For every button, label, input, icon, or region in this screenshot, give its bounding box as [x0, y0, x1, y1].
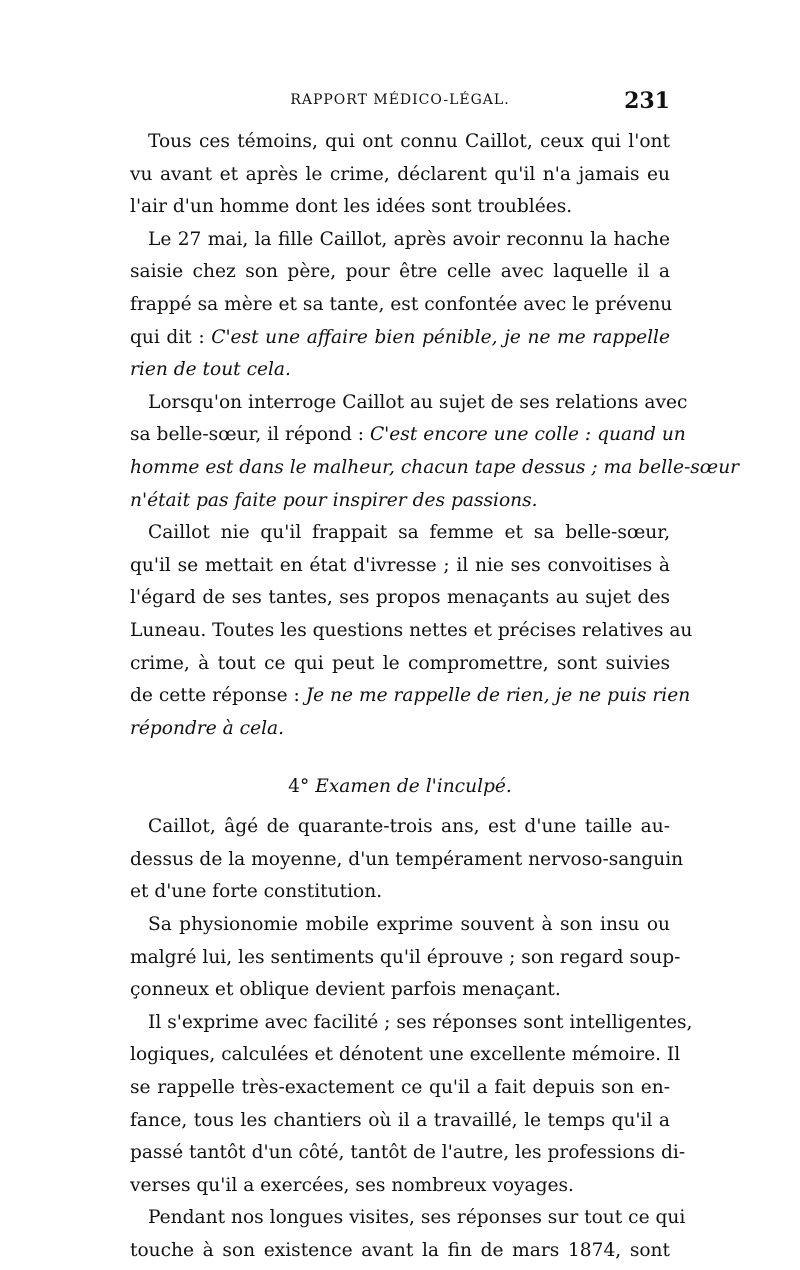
text-line: vu avant et après le crime, déclarent qu'il n'a jamais eu — [130, 163, 670, 185]
paragraph — [130, 811, 684, 909]
text-line — [130, 452, 740, 485]
text-line: Lorsqu'on interroge Caillot au sujet de ses relations avec — [148, 391, 688, 413]
section-heading — [130, 767, 670, 807]
text-line: et d'une forte constitution. — [130, 881, 383, 903]
text-line — [130, 680, 691, 713]
text-line: frappé sa mère et sa tante, est confontée avec le prévenu — [130, 293, 673, 315]
quotation: Je ne me rappelle de rien, je ne puis rien — [305, 685, 691, 707]
text-line: çonneux et oblique devient parfois menaçant. — [130, 979, 561, 1001]
text-line: malgré lui, les sentiments qu'il éprouve ; son regard soup- — [130, 946, 681, 968]
paragraph — [130, 126, 670, 224]
quotation: homme est dans le malheur, chacun tape dessus ; ma belle-sœur — [130, 456, 740, 478]
text-line: Caillot, âgé de quarante-trois ans, est d'une taille au- — [148, 816, 670, 838]
paragraph — [130, 1202, 686, 1267]
text-line: fance, tous les chantiers où il a travaillé, le temps qu'il a — [130, 1109, 670, 1131]
text-line: Le 27 mai, la fille Caillot, après avoir reconnu la hache — [148, 228, 670, 250]
text-line — [130, 322, 670, 355]
text-line: Il s'exprime avec facilité ; ses réponses sont intelligentes, — [148, 1011, 693, 1033]
text-line: logiques, calculées et dénotent une excellente mémoire. Il — [130, 1044, 681, 1066]
spacer — [130, 745, 670, 767]
text-span: sa belle-sœur, il répond : — [130, 424, 370, 446]
text-line: l'air d'un homme dont les idées sont troublées. — [130, 196, 573, 218]
text-line: Luneau. Toutes les questions nettes et précises relatives au — [130, 619, 693, 641]
quotation: C'est encore une colle : quand un — [369, 424, 686, 446]
text-span: de cette réponse : — [130, 685, 306, 707]
text-line: se rappelle très-exactement ce qu'il a fait depuis son en- — [130, 1077, 670, 1099]
text-line: l'égard de ses tantes, ses propos menaçants au sujet des — [130, 587, 670, 609]
page-number: 231 — [624, 88, 670, 114]
text-line: saisie chez son père, pour être celle avec laquelle il a — [130, 261, 670, 283]
paragraph — [130, 909, 681, 1007]
running-title: RAPPORT MÉDICO-LÉGAL. — [290, 92, 510, 108]
quotation: répondre à cela. — [130, 717, 285, 739]
text-line: passé tantôt d'un côté, tantôt de l'autre, les professions di- — [130, 1142, 686, 1164]
text-line — [130, 485, 670, 518]
paragraph — [130, 517, 693, 745]
quotation: C'est une affaire bien pénible, je ne me rappelle — [211, 326, 670, 348]
section-number: 4° — [288, 776, 310, 798]
paragraph — [130, 1007, 693, 1203]
text-line — [130, 419, 686, 452]
paragraph — [130, 387, 740, 517]
text-line — [130, 354, 670, 387]
text-line: Tous ces témoins, qui ont connu Caillot, ceux qui l'ont — [148, 131, 670, 152]
quotation: rien de tout cela. — [130, 359, 291, 381]
text-line: Pendant nos longues visites, ses réponses sur tout ce qui — [148, 1207, 686, 1229]
text-line: crime, à tout ce qui peut le compromettre, sont suivies — [130, 652, 670, 674]
text-line: qu'il se mettait en état d'ivresse ; il nie ses convoitises à — [130, 554, 670, 576]
text-line: dessus de la moyenne, d'un tempérament nervoso-sanguin — [130, 848, 684, 870]
section-title: Examen de l'inculpé. — [315, 776, 512, 798]
text-line — [130, 713, 670, 746]
text-line: verses qu'il a exercées, ses nombreux voyages. — [130, 1174, 574, 1196]
text-line: Caillot nie qu'il frappait sa femme et sa belle-sœur, — [148, 522, 670, 544]
text-line: Sa physionomie mobile exprime souvent à son insu ou — [148, 914, 670, 936]
quotation: n'était pas faite pour inspirer des passions. — [130, 489, 538, 511]
page-body — [130, 126, 740, 1268]
text-span: qui dit : — [130, 326, 212, 348]
page-header — [130, 88, 670, 118]
text-line: touche à son existence avant la fin de mars 1874, sont — [130, 1240, 670, 1261]
paragraph — [130, 224, 673, 387]
